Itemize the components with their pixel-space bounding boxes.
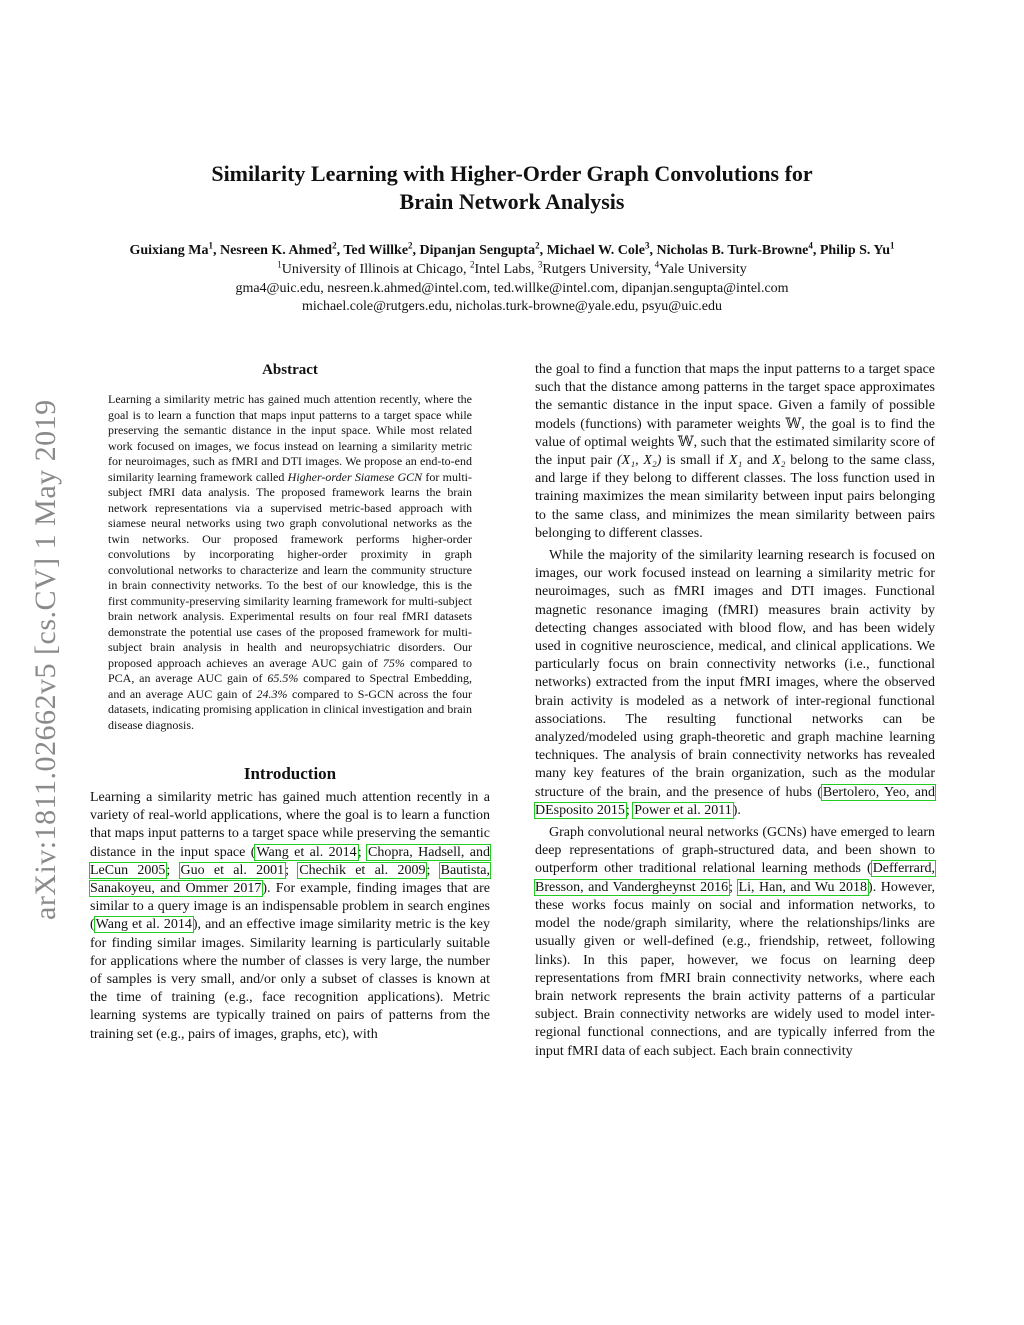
introduction-paragraph: Learning a similarity metric has gained much attention recently in a variety of real-world applications, where the goal is to learn a function that maps input patterns to a target space while preserving the semantic distance in the input space (Wang et al. 2014; Chopra, Hadsell, and LeCun 2005; Guo et al. 2001; Chechik et al. 2009; Bautista, Sanakoyeu, and Ommer 2017). For example, finding images that are similar to a query image is an indispensable problem in search engines (Wang et al. 2014), and an effective image similarity metric is the key for finding similar images. Similarity learning is particularly suitable for applications where the number of classes is very large, the number of samples is very small, and/or only a subset of classes is known at the time of training (e.g., face recognition applications). Metric learning systems are typically trained on pairs of patterns from the training set (e.g., pairs of images, graphs, etc), with	[90, 790, 491, 1042]
citation-link[interactable]: Li, Han, and Wu 2018	[738, 879, 868, 895]
right-column	[535, 361, 935, 1061]
author: Ted Willke$^2$,	[343, 240, 420, 258]
citation-link[interactable]: Defferrard, Bresson, and Vandergheynst 2016	[535, 861, 935, 895]
left-column	[90, 360, 490, 1044]
paragraph-fmri: While the majority of the similarity learning research is focused on images, our work focused instead on learning a similarity metric for neuroimages, such as fMRI images and DTI images. Functional magnetic resonance imaging (fMRI) measures brain activity by detecting changes associated with blood flow, and has been widely used in cognitive neuroscience, medical, and clinical applications. We particularly focus on brain connectivity networks (i.e., functional networks) extracted from the input fMRI images, where the observed brain activity is modeled as a network of inter-regional functional associations. The resulting functional networks can be analyzed/modeled using graph-theoretic and graph machine learning techniques. The analysis of brain connectivity networks has revealed many key features of the brain organization, such as the modular structure of the brain, and the presence of hubs (Bertolero, Yeo, and DEsposito 2015; Power et al. 2011).	[535, 548, 935, 818]
emails-line-1: gma4@uic.edu, nesreen.k.ahmed@intel.com, ted.willke@intel.com, dipanjan.sengupta@intel.com	[235, 280, 789, 296]
author: Guixiang Ma$^1$,	[129, 240, 220, 258]
author: Michael W. Cole$^3$,	[546, 240, 657, 258]
title-line-1: Similarity Learning with Higher-Order Graph Convolutions for	[211, 161, 813, 186]
citation-link[interactable]: Wang et al. 2014	[95, 917, 192, 933]
author-list	[40, 241, 984, 261]
citation-link[interactable]: Power et al. 2011	[634, 802, 732, 818]
paragraph-continuation: the goal to find a function that maps the input patterns to a target space such that the distance among patterns in the target space approximates the semantic distance in the input space. Given a family of possible models (functions) with parameter weights 𝕎, the goal is to find the value of optimal weights 𝕎, such that the estimated similarity score of the input pair (X₁, X₂) is small if X₁ and X₂ belong to the same class, and large if they belong to different classes. The loss function used in training maximizes the mean similarity between input pairs belonging to the same class, and minimizes the mean similarity between pairs belonging to different classes.	[535, 362, 935, 541]
abstract-heading: Abstract	[262, 362, 318, 378]
emails-line-2: michael.cole@rutgers.edu, nicholas.turk-browne@yale.edu, psyu@uic.edu	[301, 299, 723, 314]
author: Nicholas B. Turk-Browne$^4$,	[656, 240, 820, 258]
citation-link[interactable]: Chechik et al. 2009	[299, 862, 426, 878]
citation-link[interactable]: Wang et al. 2014	[256, 844, 357, 860]
author: Nesreen K. Ahmed$^2$,	[219, 240, 344, 258]
affiliations: $^1$University of Illinois at Chicago, $^2$Intel Labs, $^3$Rutgers University, $^4$Yale University	[277, 259, 747, 277]
paper-title	[140, 160, 884, 216]
title-line-2: Brain Network Analysis	[399, 189, 625, 214]
author: Philip S. Yu$^1$	[819, 240, 895, 258]
citation-link[interactable]: Bautista, Sanakoyeu, and Ommer 2017	[90, 862, 490, 897]
abstract-text: Learning a similarity metric has gained much attention recently, where the goal is to learn a function that maps input patterns to a target space while preserving the semantic distance in the input space. While most related work focused on images, we focus instead on learning a similarity metric for neuroimages, such as fMRI and DTI images. We propose an end-to-end similarity learning framework called Higher-order Siamese GCN for multi-subject fMRI data analysis. The proposed framework learns the brain network representations via a supervised metric-based approach with siamese neural networks using two graph convolutional networks as the twin networks. Our proposed framework performs higher-order convolutions by incorporating higher-order proximity in graph convolutional networks to characterize and learn the community structure in brain connectivity networks. To the best of our knowledge, this is the first community-preserving similarity learning framework for multi-subject brain network analysis. Experimental results on four real fMRI datasets demonstrate the potential use cases of the proposed framework for multi-subject brain analysis in health and neuropsychiatric disorders. Our proposed approach achieves an average AUC gain of 75% compared to PCA, an average AUC gain of 65.5% compared to Spectral Embedding, and an average AUC gain of 24.3% compared to S-GCN across the four datasets, indicating promising application in clinical investigation and brain disease diagnosis.	[108, 392, 473, 732]
citation-link[interactable]: Guo et al. 2001	[180, 862, 285, 878]
author: Dipanjan Sengupta$^2$,	[419, 240, 547, 258]
introduction-heading: Introduction	[243, 764, 337, 783]
paragraph-gcn: Graph convolutional neural networks (GCNs) have emerged to learn deep representations of graph-structured data, and been shown to outperform other traditional relational learning methods (Defferrard, Bresson, and Vandergheynst 2016; Li, Han, and Wu 2018). However, these works focus mainly on social and information networks, to model the node/graph similarity, where the relationships/links are usually given or well-defined (e.g., friendship, retweet, following links). In this paper, however, we focus on learning deep representations from fMRI brain connectivity networks, where each brain network represents the brain activity patterns of a particular subject. Brain connectivity networks are widely used to model inter-regional functional connections, and are typically inferred from the input fMRI data of each subject. Each brain connectivity	[535, 825, 935, 1059]
arxiv-identifier: arXiv:1811.02662v5 [cs.CV] 1 May 2019	[29, 399, 62, 921]
affiliations-block	[100, 261, 924, 317]
citation-link[interactable]: Chopra, Hadsell, and LeCun 2005	[90, 844, 491, 878]
citation-link[interactable]: Bertolero, Yeo, and DEsposito 2015	[535, 784, 935, 818]
